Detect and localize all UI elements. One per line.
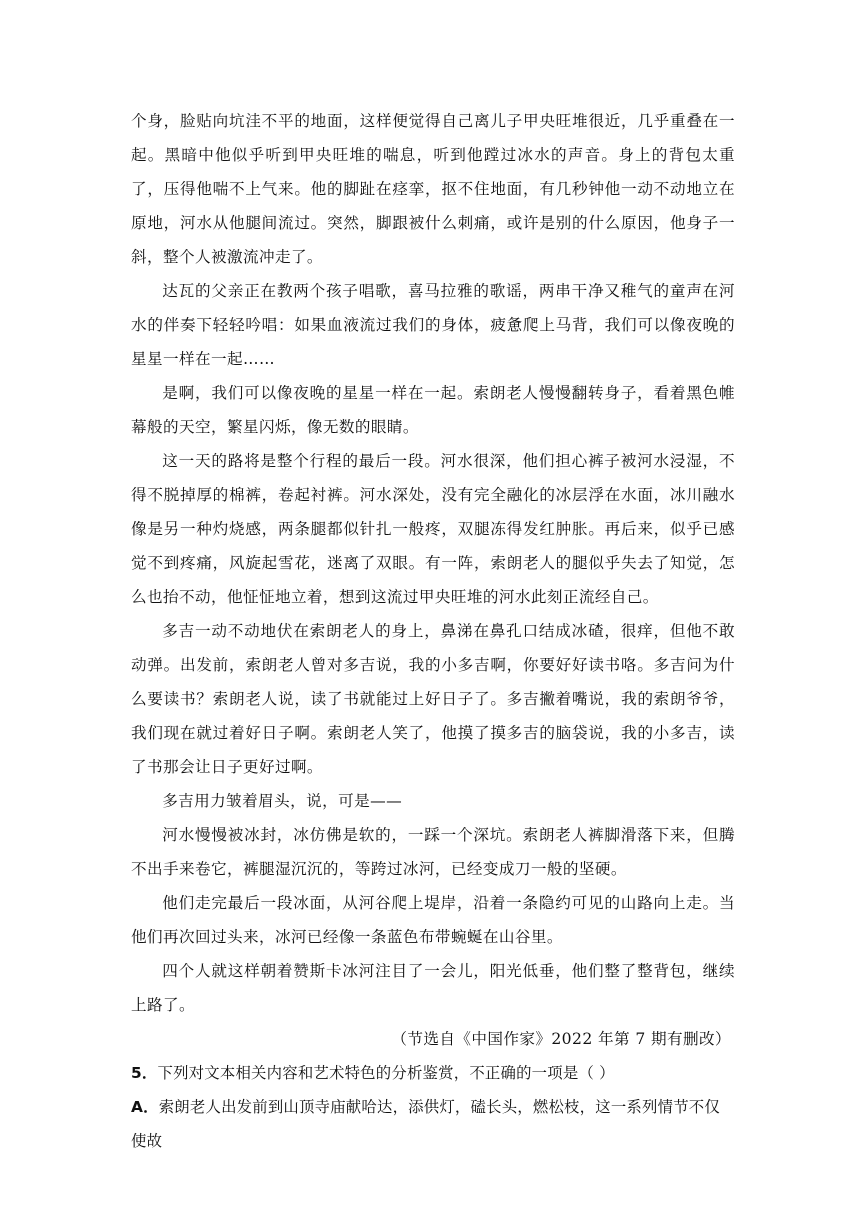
- source-citation: （节选自《中国作家》2022 年第 7 期有删改）: [391, 1030, 731, 1048]
- paragraph-8: 他们走完最后一段冰面，从河谷爬上堤岸，沿着一条隐约可见的山路向上走。当他们再次回过头来，冰河已经像一条蓝色布带蜿蜒在山谷里。: [131, 894, 735, 946]
- paragraph-5: 多吉一动不动地伏在索朗老人的身上，鼻涕在鼻孔口结成冰碴，很痒，但他不敢动弹。出发前，索朗老人曾对多吉说，我的小多吉啊，你要好好读书咯。多吉问为什么要读书？索朗老人说，读了书就能过上好日子了。多吉撇着嘴说，我的索朗爷爷，我们现在就过着好日子啊。索朗老人笑了，他摸了摸多吉的脑袋说，我的小多吉，读了书那会让日子更好过啊。: [131, 622, 735, 776]
- option-a-text: 索朗老人出发前到山顶寺庙献哈达，添供灯，磕长头，燃松枝，这一系列情节不仅使故: [131, 1098, 720, 1150]
- paragraph-6: 多吉用力皱着眉头，说，可是——: [162, 792, 403, 810]
- paragraph-4: 这一天的路将是整个行程的最后一段。河水很深，他们担心裤子被河水浸湿，不得不脱掉厚的棉裤，卷起衬裤。河水深处，没有完全融化的冰层浮在水面，冰川融水像是另一种灼烧感，两条腿都似针扎一般疼，双腿冻得发红肿胀。再后来，似乎已感觉不到疼痛，风旋起雪花，迷离了双眼。有一阵，索朗老人的腿似乎失去了知觉，怎么也抬不动，他怔怔地立着，想到这流过甲央旺堆的河水此刻正流经自己。: [131, 452, 735, 606]
- paragraph-9: 四个人就这样朝着赞斯卡冰河注目了一会儿，阳光低垂，他们整了整背包，继续上路了。: [131, 962, 735, 1014]
- question-5: [131, 1056, 735, 1090]
- question-number: 5．: [131, 1064, 158, 1082]
- article-body: [131, 104, 735, 1158]
- paragraph-1: 个身，脸贴向坑洼不平的地面，这样便觉得自己离儿子甲央旺堆很近，几乎重叠在一起。黑暗中他似乎听到甲央旺堆的喘息，听到他蹚过冰水的声音。身上的背包太重了，压得他喘不上气来。他的脚趾在痉挛，抠不住地面，有几秒钟他一动不动地立在原地，河水从他腿间流过。突然，脚跟被什么刺痛，或许是别的什么原因，他身子一斜，整个人被激流冲走了。: [131, 112, 735, 266]
- paragraph-7: 河水慢慢被冰封，冰仿佛是软的，一踩一个深坑。索朗老人裤脚滑落下来，但腾不出手来卷它，裤腿湿沉沉的，等跨过冰河，已经变成刀一般的坚硬。: [131, 826, 735, 878]
- option-a: [131, 1090, 735, 1158]
- option-a-letter: A．: [131, 1098, 159, 1116]
- question-text: 下列对文本相关内容和艺术特色的分析鉴赏，不正确的一项是（ ）: [157, 1064, 615, 1082]
- paragraph-2: 达瓦的父亲正在教两个孩子唱歌，喜马拉雅的歌谣，两串干净又稚气的童声在河水的伴奏下轻轻吟唱：如果血液流过我们的身体，疲惫爬上马背，我们可以像夜晚的星星一样在一起……: [131, 282, 735, 368]
- paragraph-3: 是啊，我们可以像夜晚的星星一样在一起。索朗老人慢慢翻转身子，看着黑色帷幕般的天空，繁星闪烁，像无数的眼睛。: [131, 384, 735, 436]
